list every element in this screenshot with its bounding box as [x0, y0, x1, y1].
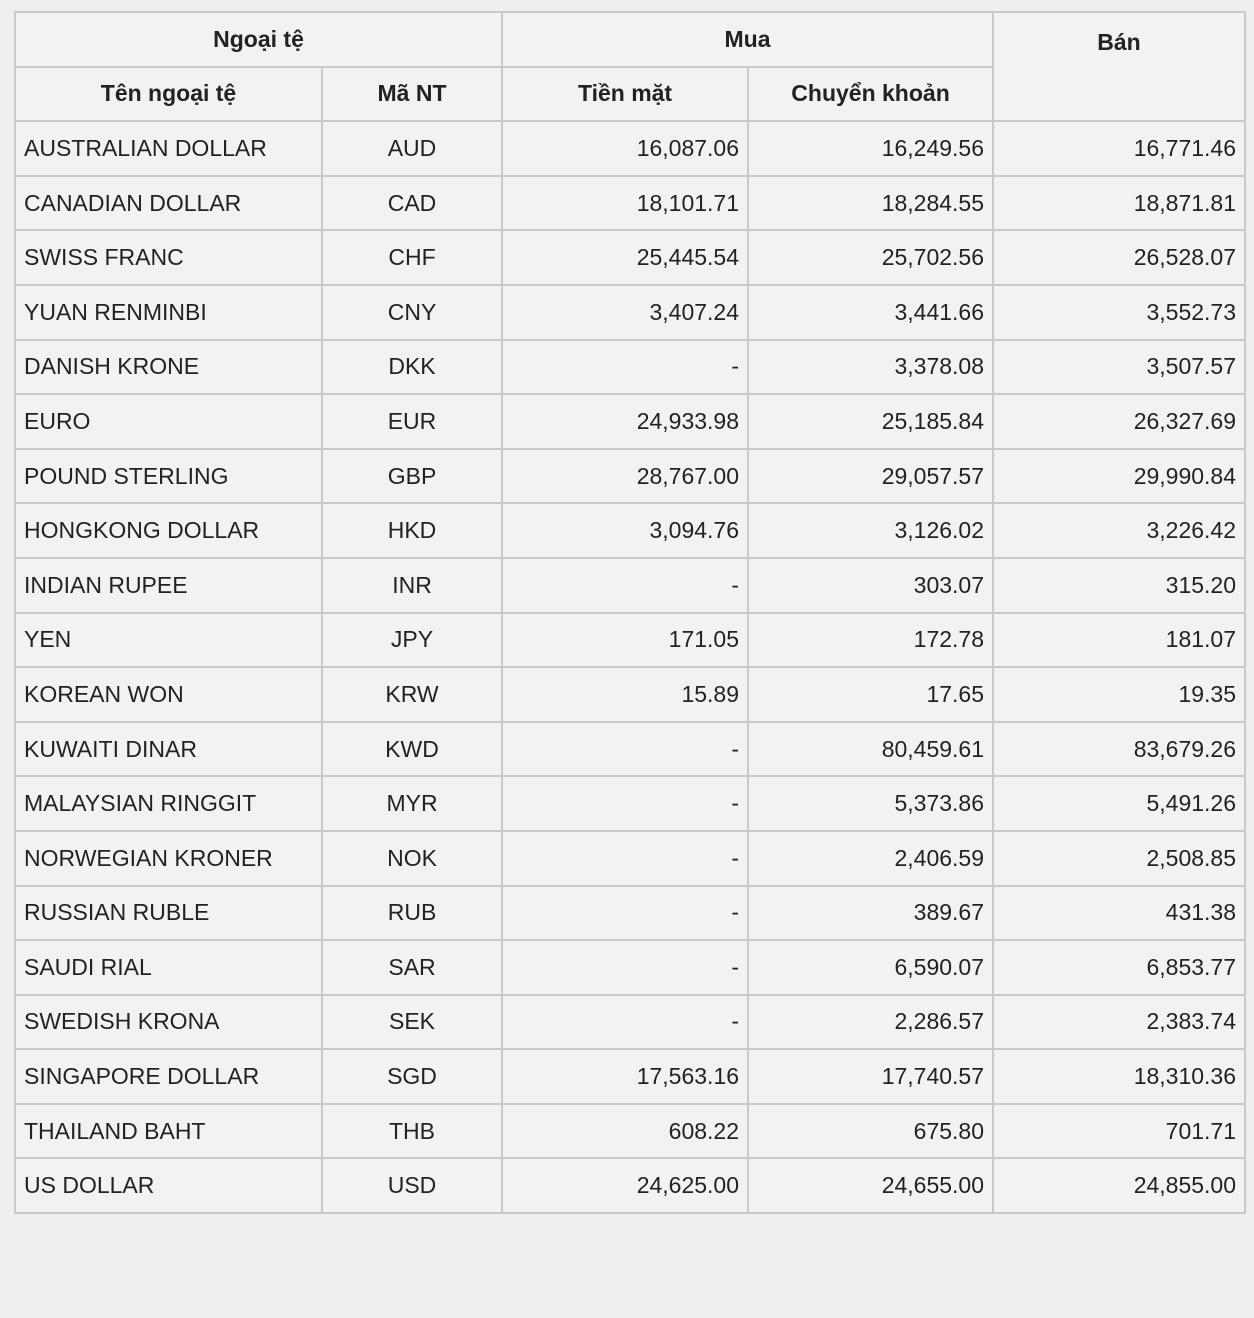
table-row [15, 776, 1245, 831]
buy-cash-cell: 28,767.00 [502, 449, 748, 504]
currency-name-cell: THAILAND BAHT [15, 1104, 322, 1159]
currency-name-cell: DANISH KRONE [15, 340, 322, 395]
table-row [15, 285, 1245, 340]
buy-cash-cell: - [502, 995, 748, 1050]
currency-code-cell: GBP [322, 449, 502, 504]
buy-transfer-cell: 16,249.56 [748, 121, 993, 176]
table-row [15, 176, 1245, 231]
sell-cell: 24,855.00 [993, 1158, 1245, 1213]
header-transfer: Chuyển khoản [748, 67, 993, 122]
sell-cell: 3,507.57 [993, 340, 1245, 395]
table-row [15, 667, 1245, 722]
currency-name-cell: EURO [15, 394, 322, 449]
header-currency-group: Ngoại tệ [15, 12, 502, 67]
table-row [15, 722, 1245, 777]
currency-code-cell: CHF [322, 230, 502, 285]
buy-cash-cell: 171.05 [502, 613, 748, 668]
currency-name-cell: YEN [15, 613, 322, 668]
buy-cash-cell: - [502, 940, 748, 995]
currency-code-cell: USD [322, 1158, 502, 1213]
buy-cash-cell: - [502, 831, 748, 886]
currency-name-cell: HONGKONG DOLLAR [15, 503, 322, 558]
table-row [15, 394, 1245, 449]
currency-name-cell: YUAN RENMINBI [15, 285, 322, 340]
table-row [15, 940, 1245, 995]
table-row [15, 886, 1245, 941]
buy-transfer-cell: 80,459.61 [748, 722, 993, 777]
sell-cell: 315.20 [993, 558, 1245, 613]
buy-cash-cell: 15.89 [502, 667, 748, 722]
buy-cash-cell: - [502, 340, 748, 395]
currency-name-cell: RUSSIAN RUBLE [15, 886, 322, 941]
currency-name-cell: CANADIAN DOLLAR [15, 176, 322, 231]
currency-code-cell: KWD [322, 722, 502, 777]
sell-cell: 18,310.36 [993, 1049, 1245, 1104]
table-row [15, 503, 1245, 558]
buy-transfer-cell: 25,185.84 [748, 394, 993, 449]
sell-cell: 5,491.26 [993, 776, 1245, 831]
table-row [15, 230, 1245, 285]
buy-transfer-cell: 303.07 [748, 558, 993, 613]
buy-cash-cell: 16,087.06 [502, 121, 748, 176]
buy-transfer-cell: 675.80 [748, 1104, 993, 1159]
currency-code-cell: SAR [322, 940, 502, 995]
table-row [15, 340, 1245, 395]
currency-code-cell: MYR [322, 776, 502, 831]
sell-cell: 431.38 [993, 886, 1245, 941]
sell-cell: 16,771.46 [993, 121, 1245, 176]
currency-code-cell: RUB [322, 886, 502, 941]
buy-cash-cell: 24,933.98 [502, 394, 748, 449]
buy-cash-cell: - [502, 722, 748, 777]
table-body [15, 121, 1245, 1213]
header-row-groups [15, 12, 1245, 67]
header-buy-group: Mua [502, 12, 993, 67]
buy-cash-cell: - [502, 886, 748, 941]
table-row [15, 1049, 1245, 1104]
currency-code-cell: NOK [322, 831, 502, 886]
buy-cash-cell: - [502, 776, 748, 831]
currency-name-cell: KUWAITI DINAR [15, 722, 322, 777]
table-row [15, 558, 1245, 613]
currency-code-cell: EUR [322, 394, 502, 449]
currency-code-cell: SEK [322, 995, 502, 1050]
sell-cell: 2,383.74 [993, 995, 1245, 1050]
currency-name-cell: KOREAN WON [15, 667, 322, 722]
table-header [15, 12, 1245, 121]
sell-cell: 3,552.73 [993, 285, 1245, 340]
currency-code-cell: AUD [322, 121, 502, 176]
table-row [15, 613, 1245, 668]
buy-transfer-cell: 17,740.57 [748, 1049, 993, 1104]
buy-transfer-cell: 3,378.08 [748, 340, 993, 395]
table-row [15, 995, 1245, 1050]
sell-cell: 181.07 [993, 613, 1245, 668]
table-row [15, 121, 1245, 176]
currency-code-cell: INR [322, 558, 502, 613]
buy-cash-cell: 18,101.71 [502, 176, 748, 231]
currency-name-cell: INDIAN RUPEE [15, 558, 322, 613]
currency-code-cell: CAD [322, 176, 502, 231]
buy-cash-cell: 24,625.00 [502, 1158, 748, 1213]
currency-code-cell: THB [322, 1104, 502, 1159]
currency-code-cell: JPY [322, 613, 502, 668]
buy-cash-cell: 3,407.24 [502, 285, 748, 340]
currency-code-cell: SGD [322, 1049, 502, 1104]
buy-transfer-cell: 24,655.00 [748, 1158, 993, 1213]
table-row [15, 1104, 1245, 1159]
currency-name-cell: SINGAPORE DOLLAR [15, 1049, 322, 1104]
sell-cell: 2,508.85 [993, 831, 1245, 886]
currency-name-cell: MALAYSIAN RINGGIT [15, 776, 322, 831]
sell-cell: 26,528.07 [993, 230, 1245, 285]
table-row [15, 831, 1245, 886]
currency-name-cell: NORWEGIAN KRONER [15, 831, 322, 886]
sell-cell: 19.35 [993, 667, 1245, 722]
currency-code-cell: HKD [322, 503, 502, 558]
exchange-rate-table [14, 11, 1246, 1214]
buy-cash-cell: - [502, 558, 748, 613]
table-row [15, 449, 1245, 504]
buy-transfer-cell: 29,057.57 [748, 449, 993, 504]
currency-name-cell: SAUDI RIAL [15, 940, 322, 995]
currency-name-cell: US DOLLAR [15, 1158, 322, 1213]
buy-transfer-cell: 389.67 [748, 886, 993, 941]
currency-code-cell: CNY [322, 285, 502, 340]
header-cash: Tiền mặt [502, 67, 748, 122]
table-row [15, 1158, 1245, 1213]
buy-cash-cell: 3,094.76 [502, 503, 748, 558]
buy-cash-cell: 608.22 [502, 1104, 748, 1159]
header-currency-code: Mã NT [322, 67, 502, 122]
buy-transfer-cell: 6,590.07 [748, 940, 993, 995]
buy-transfer-cell: 2,406.59 [748, 831, 993, 886]
currency-name-cell: POUND STERLING [15, 449, 322, 504]
sell-cell: 6,853.77 [993, 940, 1245, 995]
buy-transfer-cell: 3,126.02 [748, 503, 993, 558]
sell-cell: 3,226.42 [993, 503, 1245, 558]
sell-cell: 26,327.69 [993, 394, 1245, 449]
buy-transfer-cell: 25,702.56 [748, 230, 993, 285]
header-currency-name: Tên ngoại tệ [15, 67, 322, 122]
currency-name-cell: AUSTRALIAN DOLLAR [15, 121, 322, 176]
buy-transfer-cell: 17.65 [748, 667, 993, 722]
currency-code-cell: DKK [322, 340, 502, 395]
currency-code-cell: KRW [322, 667, 502, 722]
buy-transfer-cell: 172.78 [748, 613, 993, 668]
header-sell: Bán [993, 12, 1245, 121]
currency-name-cell: SWISS FRANC [15, 230, 322, 285]
buy-cash-cell: 17,563.16 [502, 1049, 748, 1104]
buy-transfer-cell: 2,286.57 [748, 995, 993, 1050]
buy-transfer-cell: 3,441.66 [748, 285, 993, 340]
sell-cell: 83,679.26 [993, 722, 1245, 777]
buy-transfer-cell: 5,373.86 [748, 776, 993, 831]
sell-cell: 18,871.81 [993, 176, 1245, 231]
buy-cash-cell: 25,445.54 [502, 230, 748, 285]
buy-transfer-cell: 18,284.55 [748, 176, 993, 231]
currency-name-cell: SWEDISH KRONA [15, 995, 322, 1050]
sell-cell: 701.71 [993, 1104, 1245, 1159]
sell-cell: 29,990.84 [993, 449, 1245, 504]
